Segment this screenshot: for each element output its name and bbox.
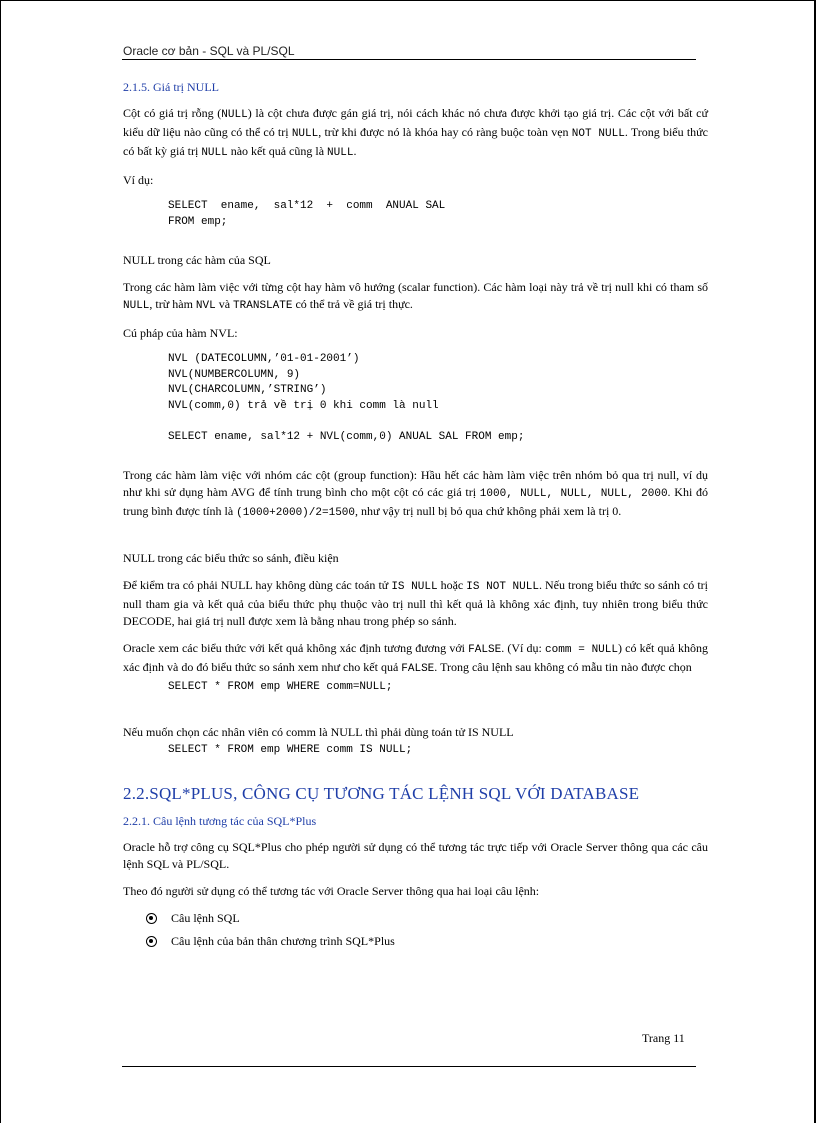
page-number: Trang 11	[642, 1031, 685, 1045]
paragraph-sqlplus-intro: Oracle hỗ trợ công cụ SQL*Plus cho phép người sử dụng có thể tương tác trực tiếp với Oracle Server thông qua các câu lệnh SQL và PL/SQL.	[123, 840, 708, 871]
code-block-nvl: NVL (DATECOLUMN,’01-01-2001’) NVL(NUMBERCOLUMN, 9) NVL(CHARCOLUMN,’STRING’) NVL(comm,0) trả về trị 0 khi comm là null SELECT ename, sal*12 + NVL(comm,0) ANUAL SAL FROM emp;	[168, 353, 525, 443]
list-item: Câu lệnh SQL	[146, 910, 708, 927]
page-border-top	[0, 0, 814, 1]
code-block-comm-is-null: SELECT * FROM emp WHERE comm IS NULL;	[168, 743, 413, 756]
circled-bullet-icon	[146, 913, 157, 924]
paragraph-scalar-functions: Trong các hàm làm việc với từng cột hay hàm vô hướng (scalar function). Các hàm loại này trả về trị null khi có tham số NULL, trừ hàm NVL và TRANSLATE có thể trả về giá trị thực.	[123, 280, 708, 312]
nvl-syntax-label: Cú pháp của hàm NVL:	[123, 326, 238, 340]
paragraph-null-definition: Cột có giá trị rỗng (NULL) là cột chưa được gán giá trị, nói cách khác nó chưa được khởi tạo giá trị. Các cột với bất cứ kiểu dữ liệu nào cũng có thể có trị NULL, trừ khi được nó là khóa hay có ràng buộc toàn vẹn NOT NULL. Trong biểu thức có bất kỳ giá trị NULL nào kết quả cũng là NULL.	[123, 106, 709, 159]
paragraph-sqlplus-statements: Theo đó người sử dụng có thể tương tác với Oracle Server thông qua hai loại câu lệnh:	[123, 884, 540, 898]
example-label: Ví dụ:	[123, 173, 154, 187]
section-heading-2-2-1: 2.2.1. Câu lệnh tương tác của SQL*Plus	[123, 814, 317, 828]
page-border-left	[0, 0, 1, 1123]
footer-rule	[122, 1066, 696, 1067]
null-in-functions-title: NULL trong các hàm của SQL	[123, 253, 271, 267]
paragraph-false-comparison: Oracle xem các biểu thức với kết quả không xác định tương đương với FALSE. (Ví dụ: comm = NULL) có kết quả không xác định và do đó biểu thức so sánh xem như cho kết quả FALSE. Trong câu lệnh sau không có mẫu tin nào được chọn	[123, 641, 708, 675]
paragraph-is-null-usage: Nếu muốn chọn các nhân viên có comm là NULL thì phải dùng toán tử IS NULL	[123, 724, 514, 739]
paragraph-group-functions: Trong các hàm làm việc với nhóm các cột (group function): Hầu hết các hàm làm việc trên nhóm bỏ qua trị null, ví dụ như khi sử dụng hàm AVG để tính trung bình cho một cột có các giá trị 1000, NULL, NULL, NULL, 2000. Khi đó trung bình được tính là (1000+2000)/2=1500, như vậy trị null bị bỏ qua chứ không phải xem là trị 0.	[123, 468, 709, 519]
null-in-comparisons-title: NULL trong các biểu thức so sánh, điều kiện	[123, 551, 339, 565]
section-heading-2-2: 2.2.SQL*PLUS, CÔNG CỤ TƯƠNG TÁC LỆNH SQL VỚI DATABASE	[123, 784, 640, 803]
code-block-example: SELECT ename, sal*12 + comm ANUAL SAL FROM emp;	[168, 200, 446, 228]
header-rule	[122, 59, 696, 60]
list-item: Câu lệnh của bản thân chương trình SQL*Plus	[146, 933, 708, 950]
circled-bullet-icon	[146, 936, 157, 947]
paragraph-is-null: Để kiểm tra có phải NULL hay không dùng các toán tử IS NULL hoặc IS NOT NULL. Nếu trong biểu thức so sánh có trị null tham gia và kết quả của biểu thức phụ thuộc vào trị null thì kết quả là không xác định, tuy nhiên trong biểu thức DECODE, hai giá trị null được xem là bằng nhau trong phép so sánh.	[123, 578, 708, 628]
running-header: Oracle cơ bản - SQL và PL/SQL	[123, 44, 295, 58]
section-heading-2-1-5: 2.1.5. Giá trị NULL	[123, 80, 219, 94]
code-block-comm-equals-null: SELECT * FROM emp WHERE comm=NULL;	[168, 681, 393, 693]
statement-types-list	[123, 910, 708, 950]
page-content	[123, 80, 708, 956]
